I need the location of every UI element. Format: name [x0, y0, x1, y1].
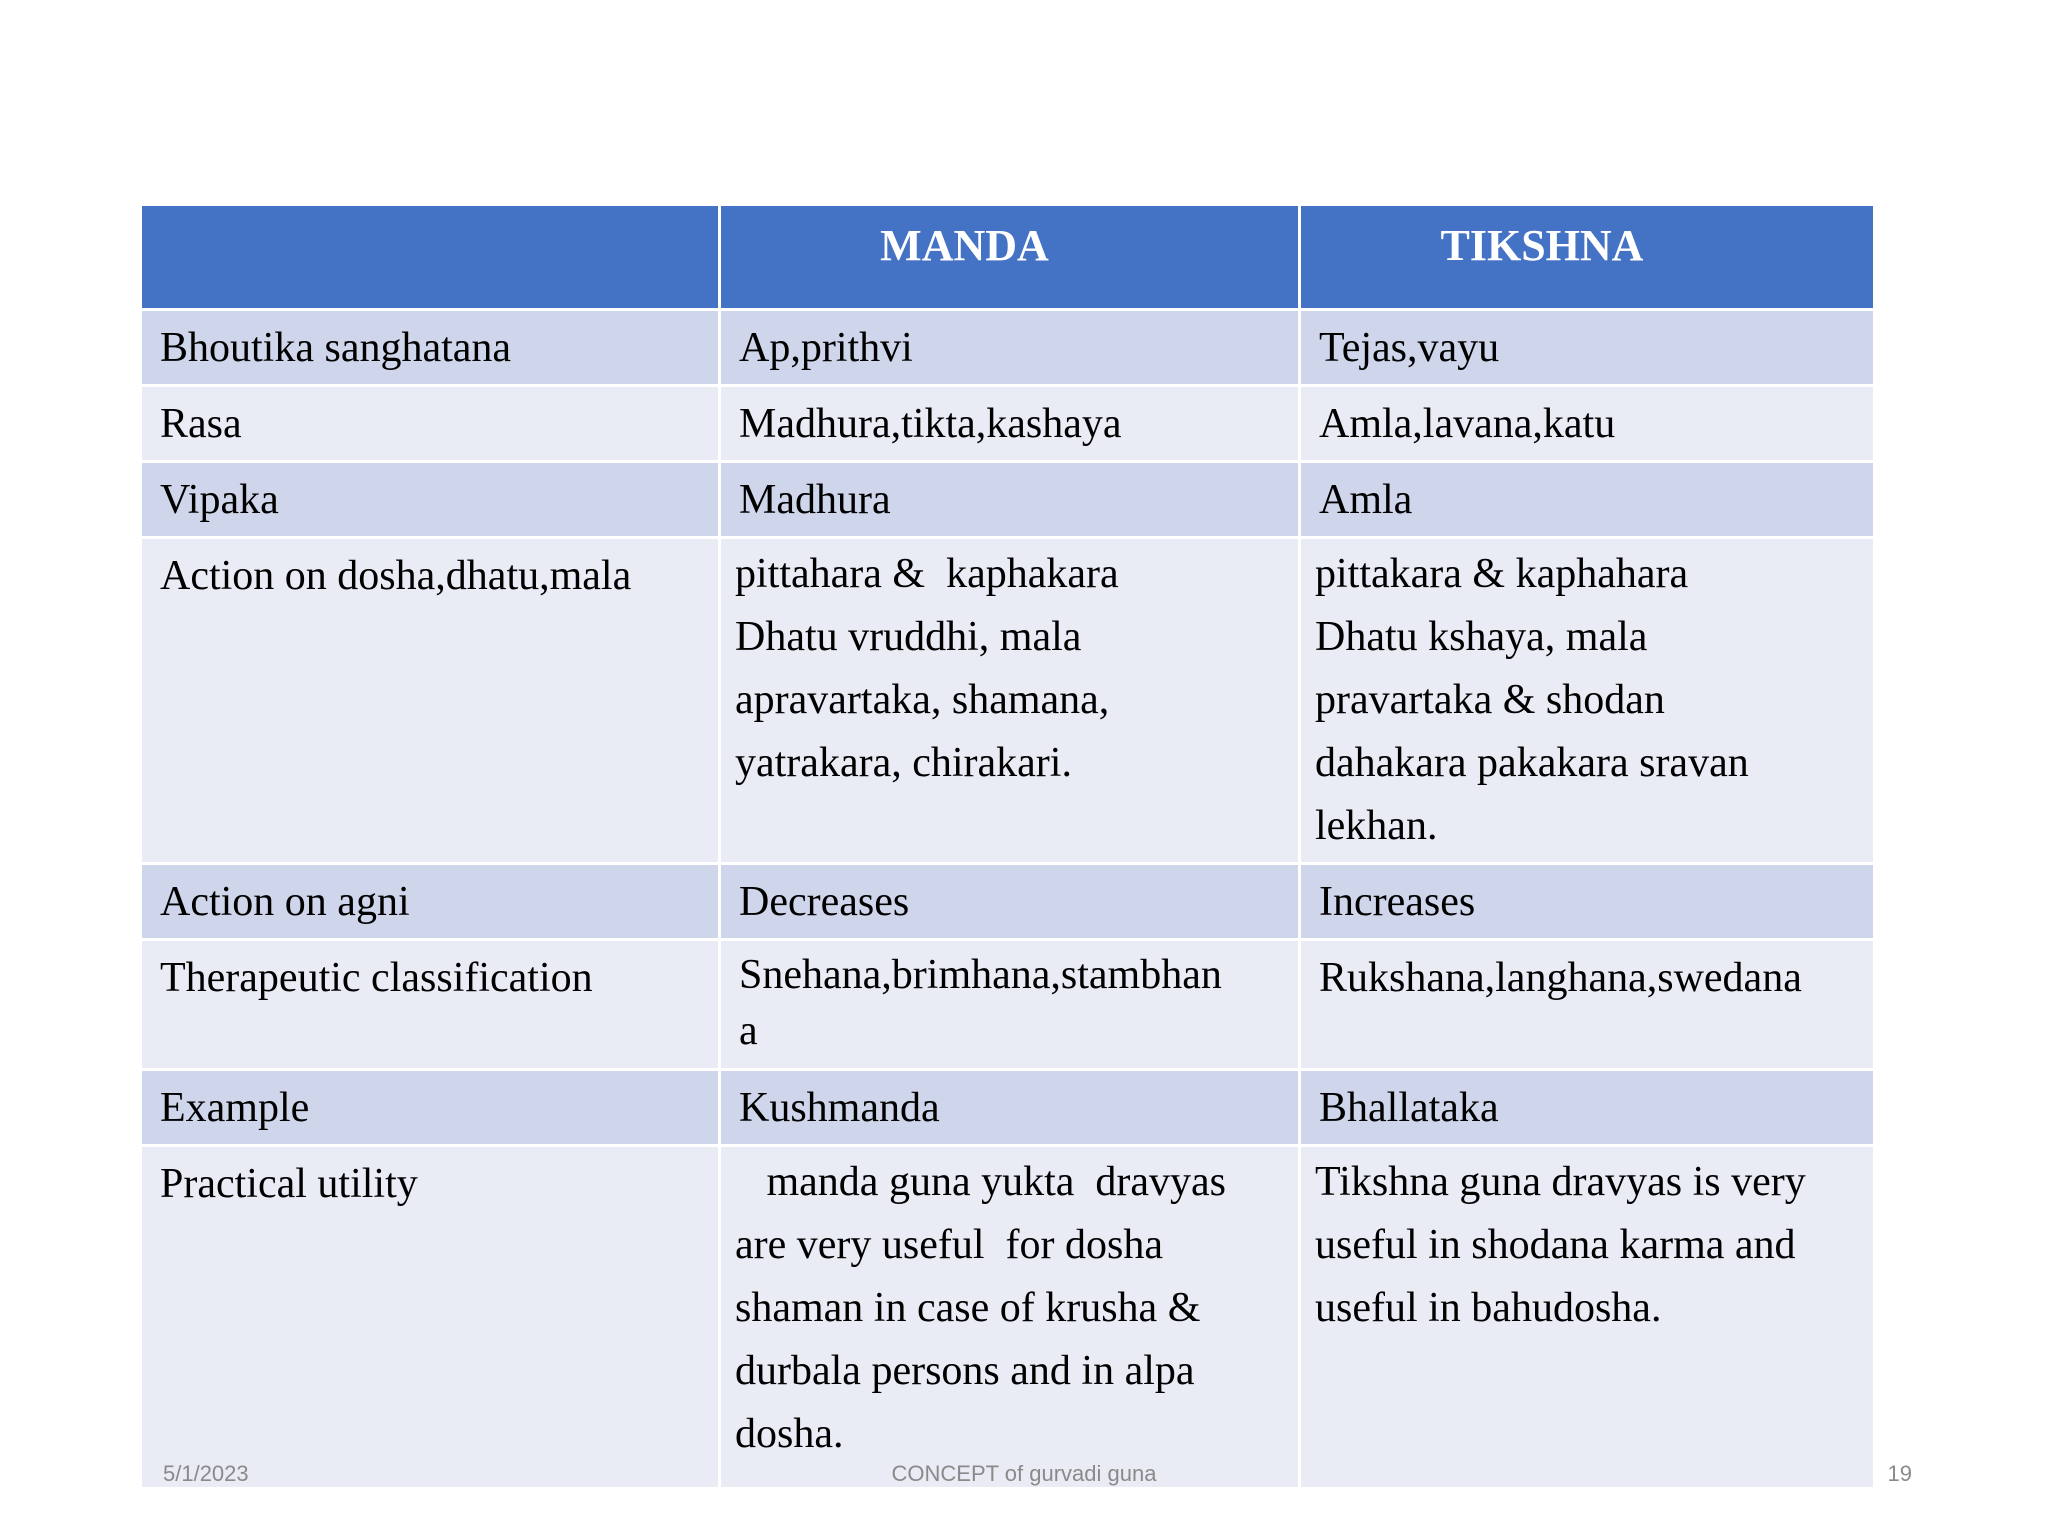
- manda-value: Decreases: [739, 879, 910, 925]
- header-tikshna-label: TIKSHNA: [1440, 221, 1644, 270]
- tikshna-value: Tejas,vayu: [1319, 325, 1500, 371]
- table-row: [141, 1146, 1875, 1489]
- comparison-table: [139, 203, 1876, 1490]
- header-manda-label: MANDA: [880, 221, 1049, 270]
- row-label: Action on agni: [160, 879, 410, 925]
- tikshna-value: Amla,lavana,katu: [1319, 401, 1616, 447]
- manda-value: Madhura,tikta,kashaya: [739, 401, 1122, 447]
- row-label: Example: [160, 1085, 310, 1131]
- manda-value: Ap,prithvi: [739, 325, 913, 371]
- header-empty-cell: [141, 205, 720, 310]
- manda-cell: [720, 864, 1300, 940]
- table-row: [141, 864, 1875, 940]
- manda-cell: [720, 462, 1300, 538]
- table-row: [141, 386, 1875, 462]
- row-label-cell: [141, 940, 720, 1070]
- manda-value: pittahara & kaphakara Dhatu vruddhi, mala apravartaka, shamana, yatrakara, chirakari.: [735, 551, 1119, 786]
- row-label-cell: [141, 1146, 720, 1489]
- table-row: [141, 1070, 1875, 1146]
- table-row: [141, 310, 1875, 386]
- tikshna-cell: [1300, 310, 1875, 386]
- row-label-cell: [141, 538, 720, 864]
- manda-cell: [720, 310, 1300, 386]
- table-row: [141, 940, 1875, 1070]
- footer-title: CONCEPT of gurvadi guna: [891, 1461, 1157, 1486]
- header-tikshna: [1300, 205, 1875, 310]
- tikshna-cell: [1300, 940, 1875, 1070]
- manda-value: manda guna yukta dravyas are very useful for dosha shaman in case of krusha & durbala persons and in alpa dosha.: [735, 1159, 1227, 1457]
- tikshna-cell: [1300, 462, 1875, 538]
- manda-cell: [720, 1146, 1300, 1489]
- table-row: [141, 538, 1875, 864]
- row-label-cell: [141, 1070, 720, 1146]
- row-label-cell: [141, 462, 720, 538]
- row-label-cell: [141, 864, 720, 940]
- row-label: Bhoutika sanghatana: [160, 325, 512, 371]
- header-manda: [720, 205, 1300, 310]
- table-header-row: [141, 205, 1875, 310]
- manda-value: Madhura: [739, 477, 891, 523]
- tikshna-value: Amla: [1319, 477, 1413, 523]
- tikshna-value: Increases: [1319, 879, 1476, 925]
- tikshna-cell: [1300, 864, 1875, 940]
- row-label: Practical utility: [160, 1161, 418, 1207]
- manda-cell: [720, 940, 1300, 1070]
- manda-cell: [720, 1070, 1300, 1146]
- tikshna-value: Bhallataka: [1319, 1085, 1499, 1131]
- row-label: Therapeutic classification: [160, 955, 593, 1001]
- tikshna-cell: [1300, 386, 1875, 462]
- manda-value: Snehana,brimhana,stambhan a: [739, 952, 1222, 1054]
- row-label: Action on dosha,dhatu,mala: [160, 553, 632, 599]
- row-label-cell: [141, 386, 720, 462]
- tikshna-cell: [1300, 1146, 1875, 1489]
- manda-value: Kushmanda: [739, 1085, 940, 1131]
- row-label: Vipaka: [160, 477, 279, 523]
- page-number: 19: [1887, 1461, 1912, 1486]
- row-label: Rasa: [160, 401, 242, 447]
- footer-date: 5/1/2023: [163, 1461, 249, 1486]
- manda-cell: [720, 386, 1300, 462]
- tikshna-cell: [1300, 1070, 1875, 1146]
- tikshna-value: Rukshana,langhana,swedana: [1319, 955, 1802, 1001]
- manda-cell: [720, 538, 1300, 864]
- tikshna-cell: [1300, 538, 1875, 864]
- tikshna-value: Tikshna guna dravyas is very useful in shodana karma and useful in bahudosha.: [1315, 1159, 1806, 1331]
- table-row: [141, 462, 1875, 538]
- tikshna-value: pittakara & kaphahara Dhatu kshaya, mala pravartaka & shodan dahakara pakakara sravan lekhan.: [1315, 551, 1749, 849]
- row-label-cell: [141, 310, 720, 386]
